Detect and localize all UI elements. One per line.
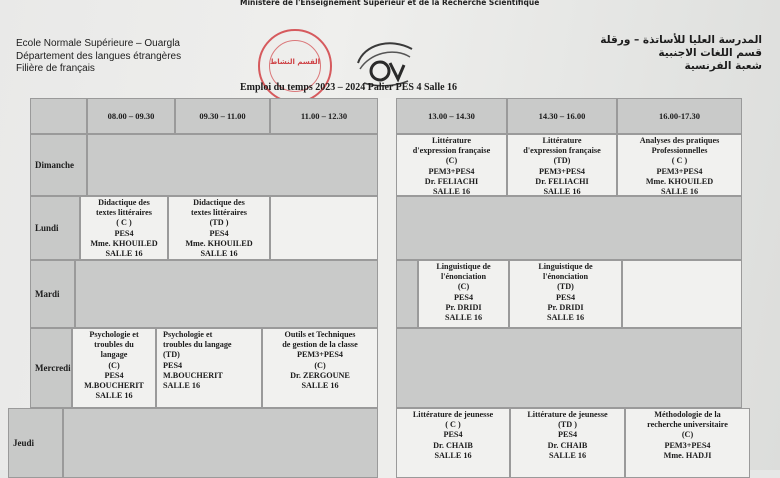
day-label: Mardi	[30, 260, 75, 328]
empty-slot	[75, 260, 378, 328]
column-separator	[378, 98, 396, 478]
school-line: Ecole Normale Supérieure – Ouargla	[16, 38, 180, 49]
stamp-text: القسم النشاط	[269, 58, 321, 66]
slot-header: 11.00 – 12.30	[270, 98, 378, 134]
slot-header: 16.00-17.30	[617, 98, 742, 134]
corner-cell	[30, 98, 87, 134]
course-cell: Littérature d'expression française (TD) PEM3+PES4 Dr. FELIACHI SALLE 16	[507, 134, 617, 196]
course-cell: Linguistique de l'énonciation (C) PES4 Pr. DRIDI SALLE 16	[418, 260, 509, 328]
empty-slot	[87, 134, 378, 196]
day-label: Dimanche	[30, 134, 87, 196]
empty-slot	[270, 196, 378, 260]
empty-slot	[622, 260, 742, 328]
course-cell: Littérature d'expression française (C) PEM3+PES4 Dr. FELIACHI SALLE 16	[396, 134, 507, 196]
department-line-ar: قسم اللغات الاجنبية	[658, 47, 762, 59]
slot-header: 14.30 – 16.00	[507, 98, 617, 134]
course-cell: Psychologie et troubles du langage (C) PES4 M.BOUCHERIT SALLE 16	[72, 328, 156, 408]
slot-header: 09.30 – 11.00	[175, 98, 270, 134]
day-label: Mercredi	[30, 328, 72, 408]
ministry-header: Ministère de l'Enseignement Supérieur et de la Recherche Scientifique	[240, 0, 540, 7]
course-cell: Littérature de jeunesse ( C ) PES4 Dr. CHAIB SALLE 16	[396, 408, 510, 478]
timetable	[13, 98, 742, 478]
course-cell: Psychologie et troubles du langage (TD) PES4 M.BOUCHERIT SALLE 16	[156, 328, 262, 408]
course-cell: Didactique des textes littéraires (TD ) PES4 Mme. KHOUILED SALLE 16	[168, 196, 270, 260]
department-line: Département des langues étrangères	[16, 50, 182, 62]
day-label: Lundi	[30, 196, 80, 260]
day-label: Jeudi	[8, 408, 63, 478]
track-line: Filière de français	[16, 63, 95, 74]
school-header-fr	[16, 38, 181, 76]
empty-slot	[396, 196, 742, 260]
school-header-ar	[600, 34, 762, 73]
course-cell: Linguistique de l'énonciation (TD) PES4 Pr. DRIDI SALLE 16	[509, 260, 622, 328]
course-cell: Analyses des pratiques Professionnelles ( C ) PEM3+PES4 Mme. KHOUILED SALLE 16	[617, 134, 742, 196]
course-cell: Didactique des textes littéraires ( C ) PES4 Mme. KHOUILED SALLE 16	[80, 196, 168, 260]
empty-slot	[396, 328, 742, 408]
empty-slot	[63, 408, 378, 478]
empty-slot	[396, 260, 418, 328]
school-line-ar: المدرسة العليا للأساتذة – ورقلة	[600, 34, 762, 46]
course-cell: Littérature de jeunesse (TD ) PES4 Dr. CHAIB SALLE 16	[510, 408, 625, 478]
document-title: Emploi du temps 2023 – 2024 Palier PES 4 Salle 16	[240, 82, 458, 93]
slot-header: 08.00 – 09.30	[87, 98, 175, 134]
course-cell: Outils et Techniques de gestion de la classe PEM3+PES4 (C) Dr. ZERGOUNE SALLE 16	[262, 328, 378, 408]
track-line-ar: شعبة الفرنسية	[684, 60, 762, 72]
slot-header: 13.00 – 14.30	[396, 98, 507, 134]
course-cell: Méthodologie de la recherche universitaire (C) PEM3+PES4 Mme. HADJI	[625, 408, 750, 478]
